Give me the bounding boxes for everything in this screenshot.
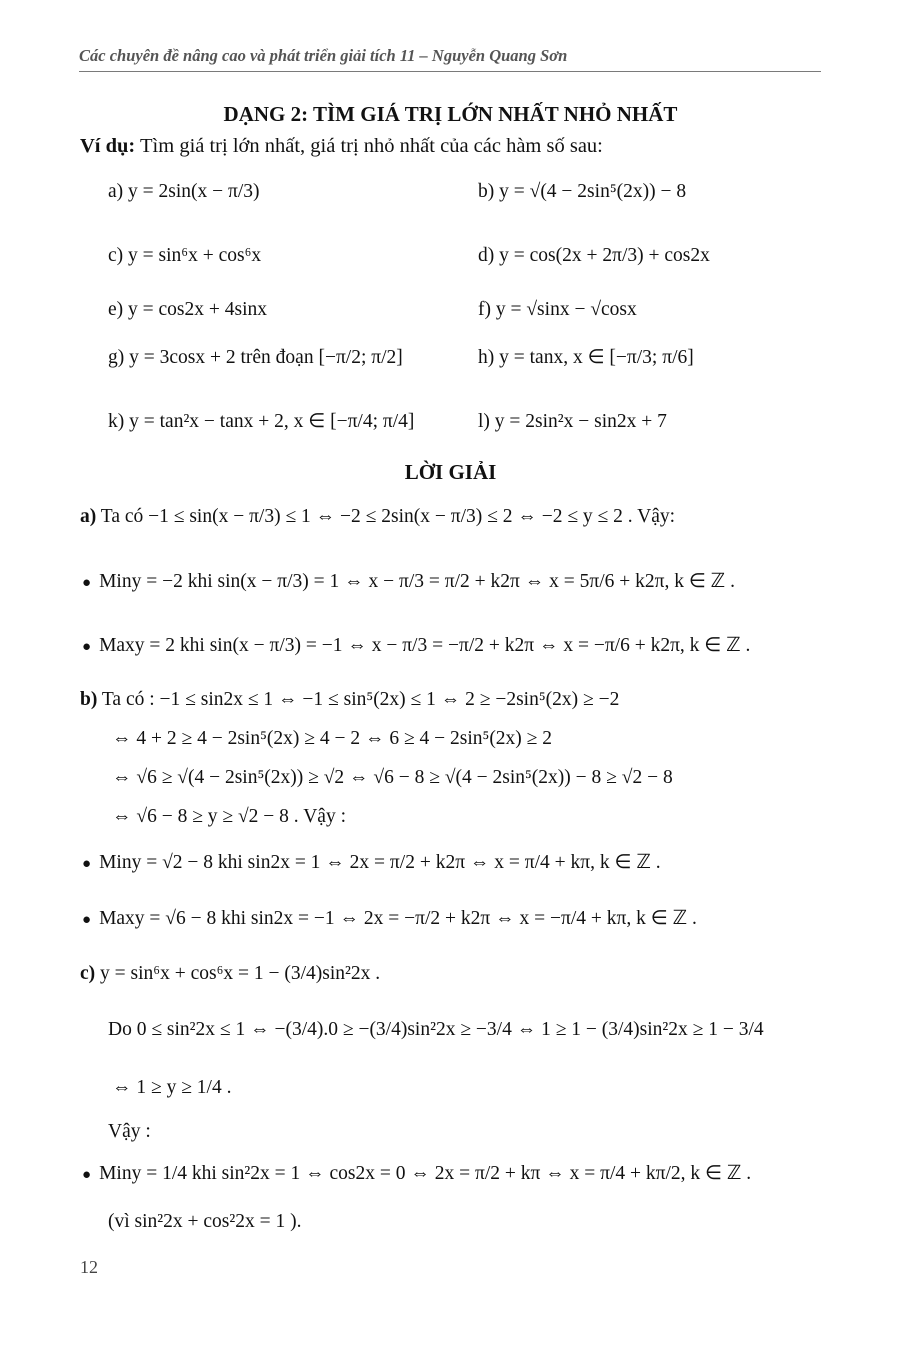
solution-title: LỜI GIẢI (404, 460, 497, 484)
section-title: DẠNG 2: TÌM GIÁ TRỊ LỚN NHẤT NHỎ NHẤT (223, 102, 678, 126)
solution-b-line1 (80, 688, 619, 712)
solution-a-max-text: Maxy = 2 khi sin(x − π/3) = −1 ⇔ x − π/3 = −π/2 + k2π ⇔ x = −π/6 + k2π, k ∈ ℤ . (99, 635, 751, 656)
header-rule (79, 71, 821, 72)
exercise-h: h) y = tanx, x ∈ [−π/3; π/6] (478, 347, 694, 368)
example-text: Tìm giá trị lớn nhất, giá trị nhỏ nhất của các hàm số sau: (140, 135, 603, 157)
exercise-e: e) y = cos2x + 4sinx (108, 299, 268, 320)
exercise-a: a) y = 2sin(x − π/3) (108, 181, 260, 202)
bullet-icon: ● (82, 575, 92, 591)
exercise-k: k) y = tan²x − tanx + 2, x ∈ [−π/4; π/4] (108, 411, 415, 432)
bullet-icon: ● (82, 912, 92, 928)
solution-c-line3: ⇔ 1 ≥ y ≥ 1/4 . (112, 1077, 232, 1098)
solution-c-line2: Do 0 ≤ sin²2x ≤ 1 ⇔ −(3/4).0 ≥ −(3/4)sin²2x ≥ −3/4 ⇔ 1 ≥ 1 − (3/4)sin²2x ≥ 1 − 3/4 (108, 1019, 764, 1040)
exercise-g: g) y = 3cosx + 2 trên đoạn [−π/2; π/2] (108, 347, 403, 368)
solution-b-text: Ta có : −1 ≤ sin2x ≤ 1 ⇔ −1 ≤ sin⁵(2x) ≤ 1 ⇔ 2 ≥ −2sin⁵(2x) ≥ −2 (101, 689, 620, 710)
solution-b-line4: ⇔ √6 − 8 ≥ y ≥ √2 − 8 . Vậy : (112, 806, 346, 827)
solution-a-min (82, 570, 735, 595)
solution-c-text: y = sin⁶x + cos⁶x = 1 − (3/4)sin²2x . (100, 963, 381, 984)
exercise-f: f) y = √sinx − √cosx (478, 299, 637, 320)
solution-c-line4: Vậy : (108, 1121, 151, 1142)
exercise-d: d) y = cos(2x + 2π/3) + cos2x (478, 245, 710, 266)
solution-b-max (82, 907, 697, 932)
solution-a-text: Ta có −1 ≤ sin(x − π/3) ≤ 1 ⇔ −2 ≤ 2sin(x − π/3) ≤ 2 ⇔ −2 ≤ y ≤ 2 . Vậy: (100, 506, 676, 527)
solution-b-line3: ⇔ √6 ≥ √(4 − 2sin⁵(2x)) ≥ √2 ⇔ √6 − 8 ≥ √(4 − 2sin⁵(2x)) − 8 ≥ √2 − 8 (112, 767, 673, 788)
exercise-b: b) y = √(4 − 2sin⁵(2x)) − 8 (478, 181, 687, 202)
solution-c-min (82, 1162, 751, 1187)
page-number: 12 (80, 1257, 98, 1277)
solution-a-label: a) (80, 506, 97, 527)
bullet-icon: ● (82, 856, 92, 872)
solution-a-min-text: Miny = −2 khi sin(x − π/3) = 1 ⇔ x − π/3 = π/2 + k2π ⇔ x = 5π/6 + k2π, k ∈ ℤ . (99, 571, 735, 592)
solution-b-max-text: Maxy = √6 − 8 khi sin2x = −1 ⇔ 2x = −π/2 + k2π ⇔ x = −π/4 + kπ, k ∈ ℤ . (99, 908, 697, 929)
bullet-icon: ● (82, 1167, 92, 1183)
solution-b-min-text: Miny = √2 − 8 khi sin2x = 1 ⇔ 2x = π/2 + k2π ⇔ x = π/4 + kπ, k ∈ ℤ . (99, 852, 661, 873)
solution-b-label: b) (80, 689, 98, 710)
running-header: Các chuyên đề nâng cao và phát triển giải tích 11 – Nguyễn Quang Sơn (79, 46, 568, 65)
solution-c-label: c) (80, 963, 96, 984)
example-intro (80, 134, 603, 158)
bullet-icon: ● (82, 639, 92, 655)
exercise-c: c) y = sin⁶x + cos⁶x (108, 245, 262, 266)
solution-c-line1 (80, 962, 380, 986)
solution-c-min-text: Miny = 1/4 khi sin²2x = 1 ⇔ cos2x = 0 ⇔ 2x = π/2 + kπ ⇔ x = π/4 + kπ/2, k ∈ ℤ . (99, 1163, 752, 1184)
solution-a-max (82, 634, 750, 659)
example-label: Ví dụ: (80, 135, 136, 157)
exercise-l: l) y = 2sin²x − sin2x + 7 (478, 411, 667, 432)
solution-c-note: (vì sin²2x + cos²2x = 1 ). (108, 1211, 302, 1232)
solution-b-min (82, 851, 661, 876)
solution-b-line2: ⇔ 4 + 2 ≥ 4 − 2sin⁵(2x) ≥ 4 − 2 ⇔ 6 ≥ 4 − 2sin⁵(2x) ≥ 2 (112, 728, 553, 749)
solution-a-line1 (80, 505, 675, 529)
